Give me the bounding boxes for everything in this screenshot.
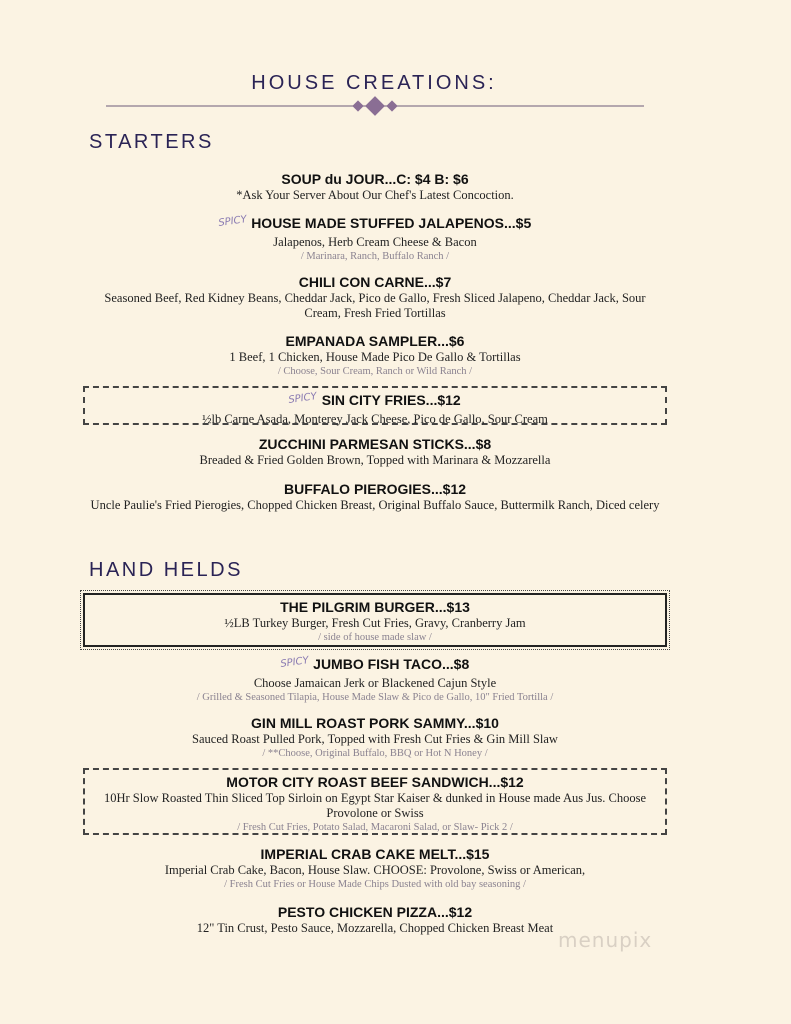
menu-item-zucchini xyxy=(86,435,664,468)
item-desc: ½lb Carne Asada, Monterey Jack Cheese, Pico de Gallo, Sour Cream xyxy=(202,412,548,426)
item-name: CHILI CON CARNE...$7 xyxy=(298,274,452,290)
item-name: IMPERIAL CRAB CAKE MELT...$15 xyxy=(260,846,490,862)
page-title: HOUSE CREATIONS: xyxy=(251,72,497,94)
item-desc: Choose Jamaican Jerk or Blackened Cajun Style xyxy=(253,676,497,690)
item-name: GIN MILL ROAST PORK SAMMY...$10 xyxy=(251,715,499,731)
item-name: SOUP du JOUR...C: $4 B: $6 xyxy=(281,171,469,187)
menu-item-soup xyxy=(86,170,664,203)
item-note: / Marinara, Ranch, Buffalo Ranch / xyxy=(300,251,450,262)
item-name: BUFFALO PIEROGIES...$12 xyxy=(283,481,467,497)
item-name: MOTOR CITY ROAST BEEF SANDWICH...$12 xyxy=(226,774,524,790)
item-name: SIN CITY FRIES...$12 xyxy=(321,392,461,408)
menu-item-empanada xyxy=(86,332,664,379)
menu-item-roast-beef xyxy=(83,768,667,835)
item-name: THE PILGRIM BURGER...$13 xyxy=(280,599,470,615)
item-note: / Grilled & Seasoned Tilapia, House Made Slaw & Pico de Gallo, 10" Fried Tortilla / xyxy=(196,692,554,703)
item-note: / Fresh Cut Fries, Potato Salad, Macaroni Salad, or Slaw- Pick 2 / xyxy=(237,822,513,833)
item-note: / Fresh Cut Fries or House Made Chips Dusted with old bay seasoning / xyxy=(224,879,526,890)
menu-item-sin-city-fries xyxy=(83,386,667,425)
watermark-logo: menupix xyxy=(558,928,653,952)
section-heading-starters: STARTERS xyxy=(89,131,214,153)
item-desc: 1 Beef, 1 Chicken, House Made Pico De Gallo & Tortillas xyxy=(229,350,521,364)
item-note: / side of house made slaw / xyxy=(318,632,432,643)
item-desc: Seasoned Beef, Red Kidney Beans, Cheddar Jack, Pico de Gallo, Fresh Sliced Jalapeno, Cheddar Jack, Sour Cream, Fresh Fried Tortillas xyxy=(104,291,646,320)
section-heading-handhelds: HAND HELDS xyxy=(89,559,243,581)
item-desc: 12" Tin Crust, Pesto Sauce, Mozzarella, Chopped Chicken Breast Meat xyxy=(196,921,554,935)
item-desc: Breaded & Fried Golden Brown, Topped with Marinara & Mozzarella xyxy=(199,453,551,467)
item-name: EMPANADA SAMPLER...$6 xyxy=(285,333,465,349)
item-name: JUMBO FISH TACO...$8 xyxy=(313,656,470,672)
item-desc: Sauced Roast Pulled Pork, Topped with Fresh Cut Fries & Gin Mill Slaw xyxy=(192,732,558,746)
spicy-tag: SPICY xyxy=(288,391,318,406)
menu-item-jalapenos xyxy=(86,214,664,264)
ornament-divider xyxy=(106,96,644,116)
item-desc: *Ask Your Server About Our Chef's Latest Concoction. xyxy=(236,188,514,202)
item-desc: 10Hr Slow Roasted Thin Sliced Top Sirloin on Egypt Star Kaiser & dunked in House made Aus Jus. Choose Provolone or Swiss xyxy=(103,791,647,820)
menu-item-chili xyxy=(86,273,664,321)
item-desc: Imperial Crab Cake, Bacon, House Slaw. CHOOSE: Provolone, Swiss or American, xyxy=(164,863,586,877)
item-note: / **Choose, Original Buffalo, BBQ or Hot N Honey / xyxy=(262,748,488,759)
menu-item-pierogies xyxy=(86,480,664,513)
item-desc: ½LB Turkey Burger, Fresh Cut Fries, Gravy, Cranberry Jam xyxy=(224,616,526,630)
item-name: PESTO CHICKEN PIZZA...$12 xyxy=(277,904,473,920)
menu-item-fish-taco xyxy=(86,655,664,705)
item-name: ZUCCHINI PARMESAN STICKS...$8 xyxy=(258,436,492,452)
menu-item-crab-cake xyxy=(86,845,664,892)
item-note: / Choose, Sour Cream, Ranch or Wild Ranch / xyxy=(277,366,473,377)
item-desc: Jalapenos, Herb Cream Cheese & Bacon xyxy=(273,235,477,249)
menu-item-pork-sammy xyxy=(86,714,664,761)
menu-item-pilgrim-burger xyxy=(83,593,667,647)
spicy-tag: SPICY xyxy=(279,655,310,670)
item-desc: Uncle Paulie's Fried Pierogies, Chopped Chicken Breast, Original Buffalo Sauce, Buttermilk Ranch, Diced celery xyxy=(90,498,660,512)
item-name: HOUSE MADE STUFFED JALAPENOS...$5 xyxy=(251,215,532,231)
spicy-tag: SPICY xyxy=(217,214,248,229)
